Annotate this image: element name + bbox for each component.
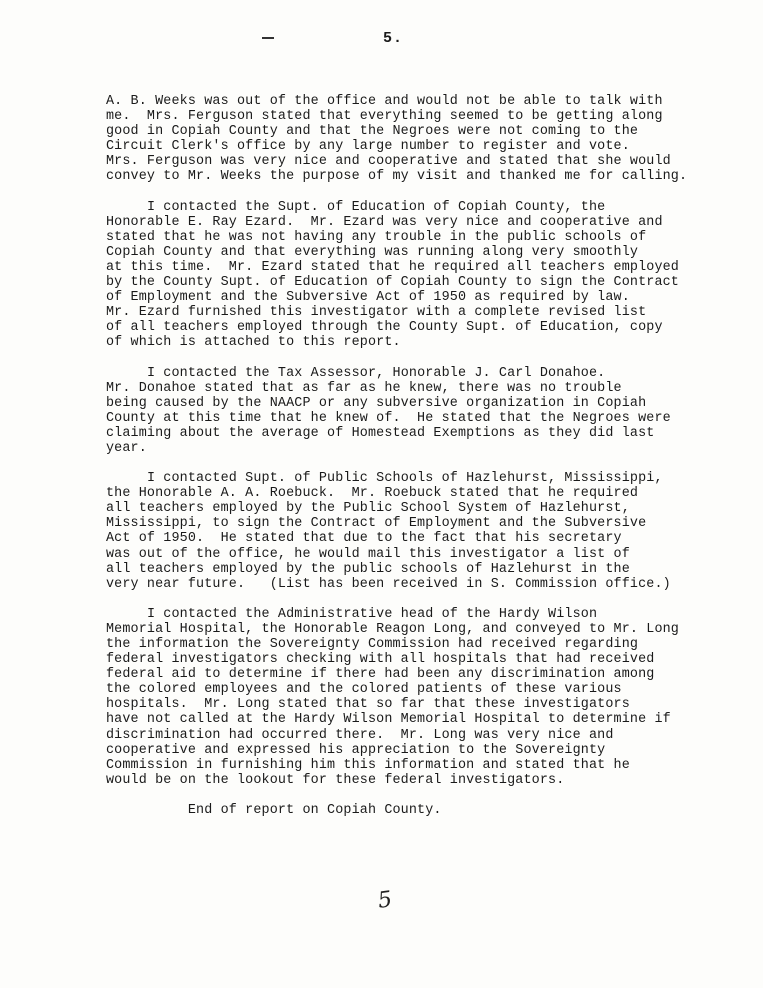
header-dash-mark [262, 37, 274, 39]
paragraph-ferguson: A. B. Weeks was out of the office and would not be able to talk with me. Mrs. Ferguson stated that everything seemed to be getting along good in Copiah County and that the Negroes were not coming to the Circuit Clerk's office by any large number to register and vote. Mrs. Ferguson was very nice and cooperative and stated that she would convey to Mr. Weeks the purpose of my visit and thanked me for calling. [106, 94, 688, 185]
paragraph-donahoe: I contacted the Tax Assessor, Honorable J. Carl Donahoe. Mr. Donahoe stated that as far as he knew, there was no trouble being caused by the NAACP or any subversive organization in Copiah County at this time that he knew of. He stated that the Negroes were claiming about the average of Homestead Exemptions as they did last year. [106, 365, 671, 456]
closing-line: End of report on Copiah County. [106, 802, 442, 818]
report-body [106, 94, 746, 833]
handwritten-page-mark: 5 [376, 887, 394, 914]
paragraph-long: I contacted the Administrative head of the Hardy Wilson Memorial Hospital, the Honorable Reagon Long, and conveyed to Mr. Long the information the Sovereignty Commission had received regarding federal investigators checking with all hospitals that had received federal aid to determine if there had been any discrimination among the colored employees and the colored patients of these various hospitals. Mr. Long stated that so far that these investigators have not called at the Hardy Wilson Memorial Hospital to determine if discrimination had occurred there. Mr. Long was very nice and cooperative and expressed his appreciation to the Sovereignty Commission in furnishing him this information and stated that he would be on the lookout for these federal investigators. [106, 606, 679, 788]
paragraph-roebuck: I contacted Supt. of Public Schools of Hazlehurst, Mississippi, the Honorable A. A. Roebuck. Mr. Roebuck stated that he required all teachers employed by the Public School System of Hazlehurst, Mississippi, to sign the Contract of Employment and the Subversive Act of 1950. He stated that due to the fact that his secretary was out of the office, he would mail this investigator a list of all teachers employed by the public schools of Hazlehurst in the very near future. (List has been received in S. Commission office.) [106, 471, 671, 592]
paragraph-ezard: I contacted the Supt. of Education of Copiah County, the Honorable E. Ray Ezard. Mr. Ezard was very nice and cooperative and stated that he was not having any trouble in the public schools of Copiah County and that everything was running along very smoothly at this time. Mr. Ezard stated that he required all teachers employed by the County Supt. of Education of Copiah County to sign the Contract of Employment and the Subversive Act of 1950 as required by law. Mr. Ezard furnished this investigator with a complete revised list of all teachers employed through the County Supt. of Education, copy of which is attached to this report. [106, 199, 679, 351]
page-number: 5. [383, 30, 404, 47]
